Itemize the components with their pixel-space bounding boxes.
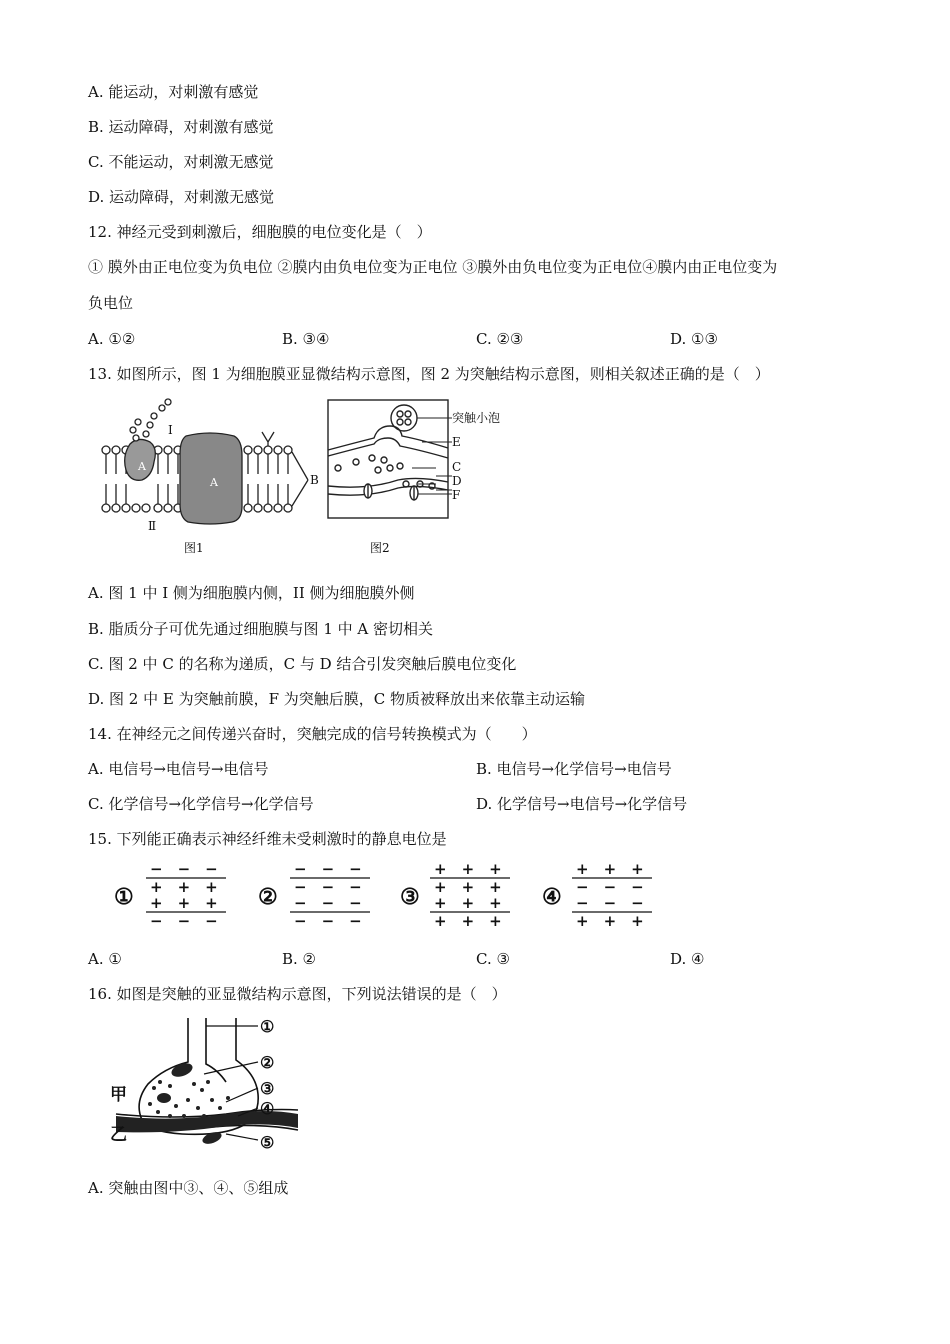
q12-stem: 12. 神经元受到刺激后，细胞膜的电位变化是（ ） (88, 223, 432, 241)
svg-text:+ + +: + + + (434, 912, 502, 930)
fig2-label-e: E (452, 435, 461, 449)
svg-text:− − −: − − − (294, 860, 362, 878)
svg-text:− − −: − − − (294, 878, 362, 896)
q11-option-d: D. 运动障碍，对刺激无感觉 (88, 188, 275, 206)
glycoprotein-chain (130, 399, 171, 441)
q14-option-b: B. 电信号→化学信号→电信号 (476, 760, 672, 778)
q11-option-c: C. 不能运动，对刺激无感觉 (88, 153, 274, 171)
q13-option-c: C. 图 2 中 C 的名称为递质，C 与 D 结合引发突触后膜电位变化 (88, 655, 517, 673)
fig2-label-f: F (452, 488, 461, 502)
q16-option-a: A. 突触由图中③、④、⑤组成 (88, 1179, 289, 1197)
q16-label-yi: 乙 (110, 1125, 127, 1145)
svg-text:+ + +: + + + (434, 860, 502, 878)
q12-option-b: B. ③④ (282, 330, 330, 348)
q15-fig-label-1: ① (114, 884, 134, 910)
q15-option-b: B. ② (282, 950, 317, 968)
q16-label-1: ① (260, 1017, 275, 1036)
q15-fig-label-4: ④ (542, 884, 562, 910)
q11-option-a: A. 能运动，对刺激有感觉 (88, 83, 259, 101)
q14-option-c: C. 化学信号→化学信号→化学信号 (88, 795, 314, 813)
q12-option-d: D. ①③ (670, 330, 718, 348)
q15-stem: 15. 下列能正确表示神经纤维未受刺激时的静息电位是 (88, 830, 447, 848)
fig2-label-c: C (452, 460, 462, 474)
fig1-caption: 图1 (184, 541, 204, 555)
fig2-caption: 图2 (370, 541, 390, 555)
q14-option-d: D. 化学信号→电信号→化学信号 (476, 795, 688, 813)
q13-figure (100, 398, 520, 563)
q13-option-a: A. 图 1 中 I 侧为细胞膜内侧，II 侧为细胞膜外侧 (88, 584, 415, 602)
q15-fig-label-3: ③ (400, 884, 420, 910)
svg-text:+ + +: + + + (150, 878, 218, 896)
q15-fig-label-2: ② (258, 884, 278, 910)
svg-text:− − −: − − − (150, 860, 218, 878)
q12-option-c: C. ②③ (476, 330, 524, 348)
fig1-label-i: I (168, 423, 173, 437)
q13-option-d: D. 图 2 中 E 为突触前膜，F 为突触后膜，C 物质被释放出来依靠主动运输 (88, 690, 586, 708)
q16-label-5: ⑤ (260, 1133, 275, 1152)
fig2-label-vesicle: 突触小泡 (452, 411, 501, 425)
b-bracket (292, 452, 308, 506)
receptor-shape (262, 432, 274, 446)
fig1-label-b: B (310, 473, 319, 487)
svg-text:+ + +: + + + (434, 894, 502, 912)
q12-option-a: A. ①② (88, 330, 136, 348)
svg-text:+ + +: + + + (434, 878, 502, 896)
svg-text:+ + +: + + + (576, 912, 644, 930)
q14-option-a: A. 电信号→电信号→电信号 (88, 760, 269, 778)
q16-label-4: ④ (260, 1099, 275, 1118)
q13-stem: 13. 如图所示，图 1 为细胞膜亚显微结构示意图，图 2 为突触结构示意图，则相关叙述正确的是（ ） (88, 365, 770, 383)
cell-membrane-diagram (102, 399, 308, 524)
q12-statements-line2: 负电位 (88, 294, 134, 312)
q15-option-c: C. ③ (476, 950, 510, 968)
fig2-label-d: D (452, 474, 462, 488)
svg-text:− − −: − − − (576, 878, 644, 896)
synapse-diagram (328, 400, 452, 518)
svg-text:− − −: − − − (576, 894, 644, 912)
q11-option-b: B. 运动障碍，对刺激有感觉 (88, 118, 274, 136)
svg-text:− − −: − − − (294, 894, 362, 912)
q13-option-b: B. 脂质分子可优先通过细胞膜与图 1 中 A 密切相关 (88, 620, 434, 638)
q16-stem: 16. 如图是突触的亚显微结构示意图，下列说法错误的是（ ） (88, 985, 507, 1003)
q15-figure (108, 856, 668, 934)
q16-label-2: ② (260, 1053, 275, 1072)
q14-stem: 14. 在神经元之间传递兴奋时，突触完成的信号转换模式为（ ） (88, 725, 537, 743)
fig1-label-a-small: A (138, 460, 146, 473)
fig1-label-ii: Ⅱ (148, 519, 157, 533)
q16-figure (108, 1012, 308, 1162)
q15-option-d: D. ④ (670, 950, 705, 968)
svg-text:+ + +: + + + (150, 894, 218, 912)
svg-text:+ + +: + + + (576, 860, 644, 878)
q15-option-a: A. ① (88, 950, 122, 968)
svg-text:− − −: − − − (294, 912, 362, 930)
q12-statements-line1: ① 膜外由正电位变为负电位 ②膜内由负电位变为正电位 ③膜外由负电位变为正电位④膜内由正电位变为 (88, 258, 778, 276)
svg-text:− − −: − − − (150, 912, 218, 930)
fig1-label-a-large: A (210, 476, 218, 489)
q16-label-3: ③ (260, 1079, 275, 1098)
q16-label-jia: 甲 (110, 1085, 127, 1105)
